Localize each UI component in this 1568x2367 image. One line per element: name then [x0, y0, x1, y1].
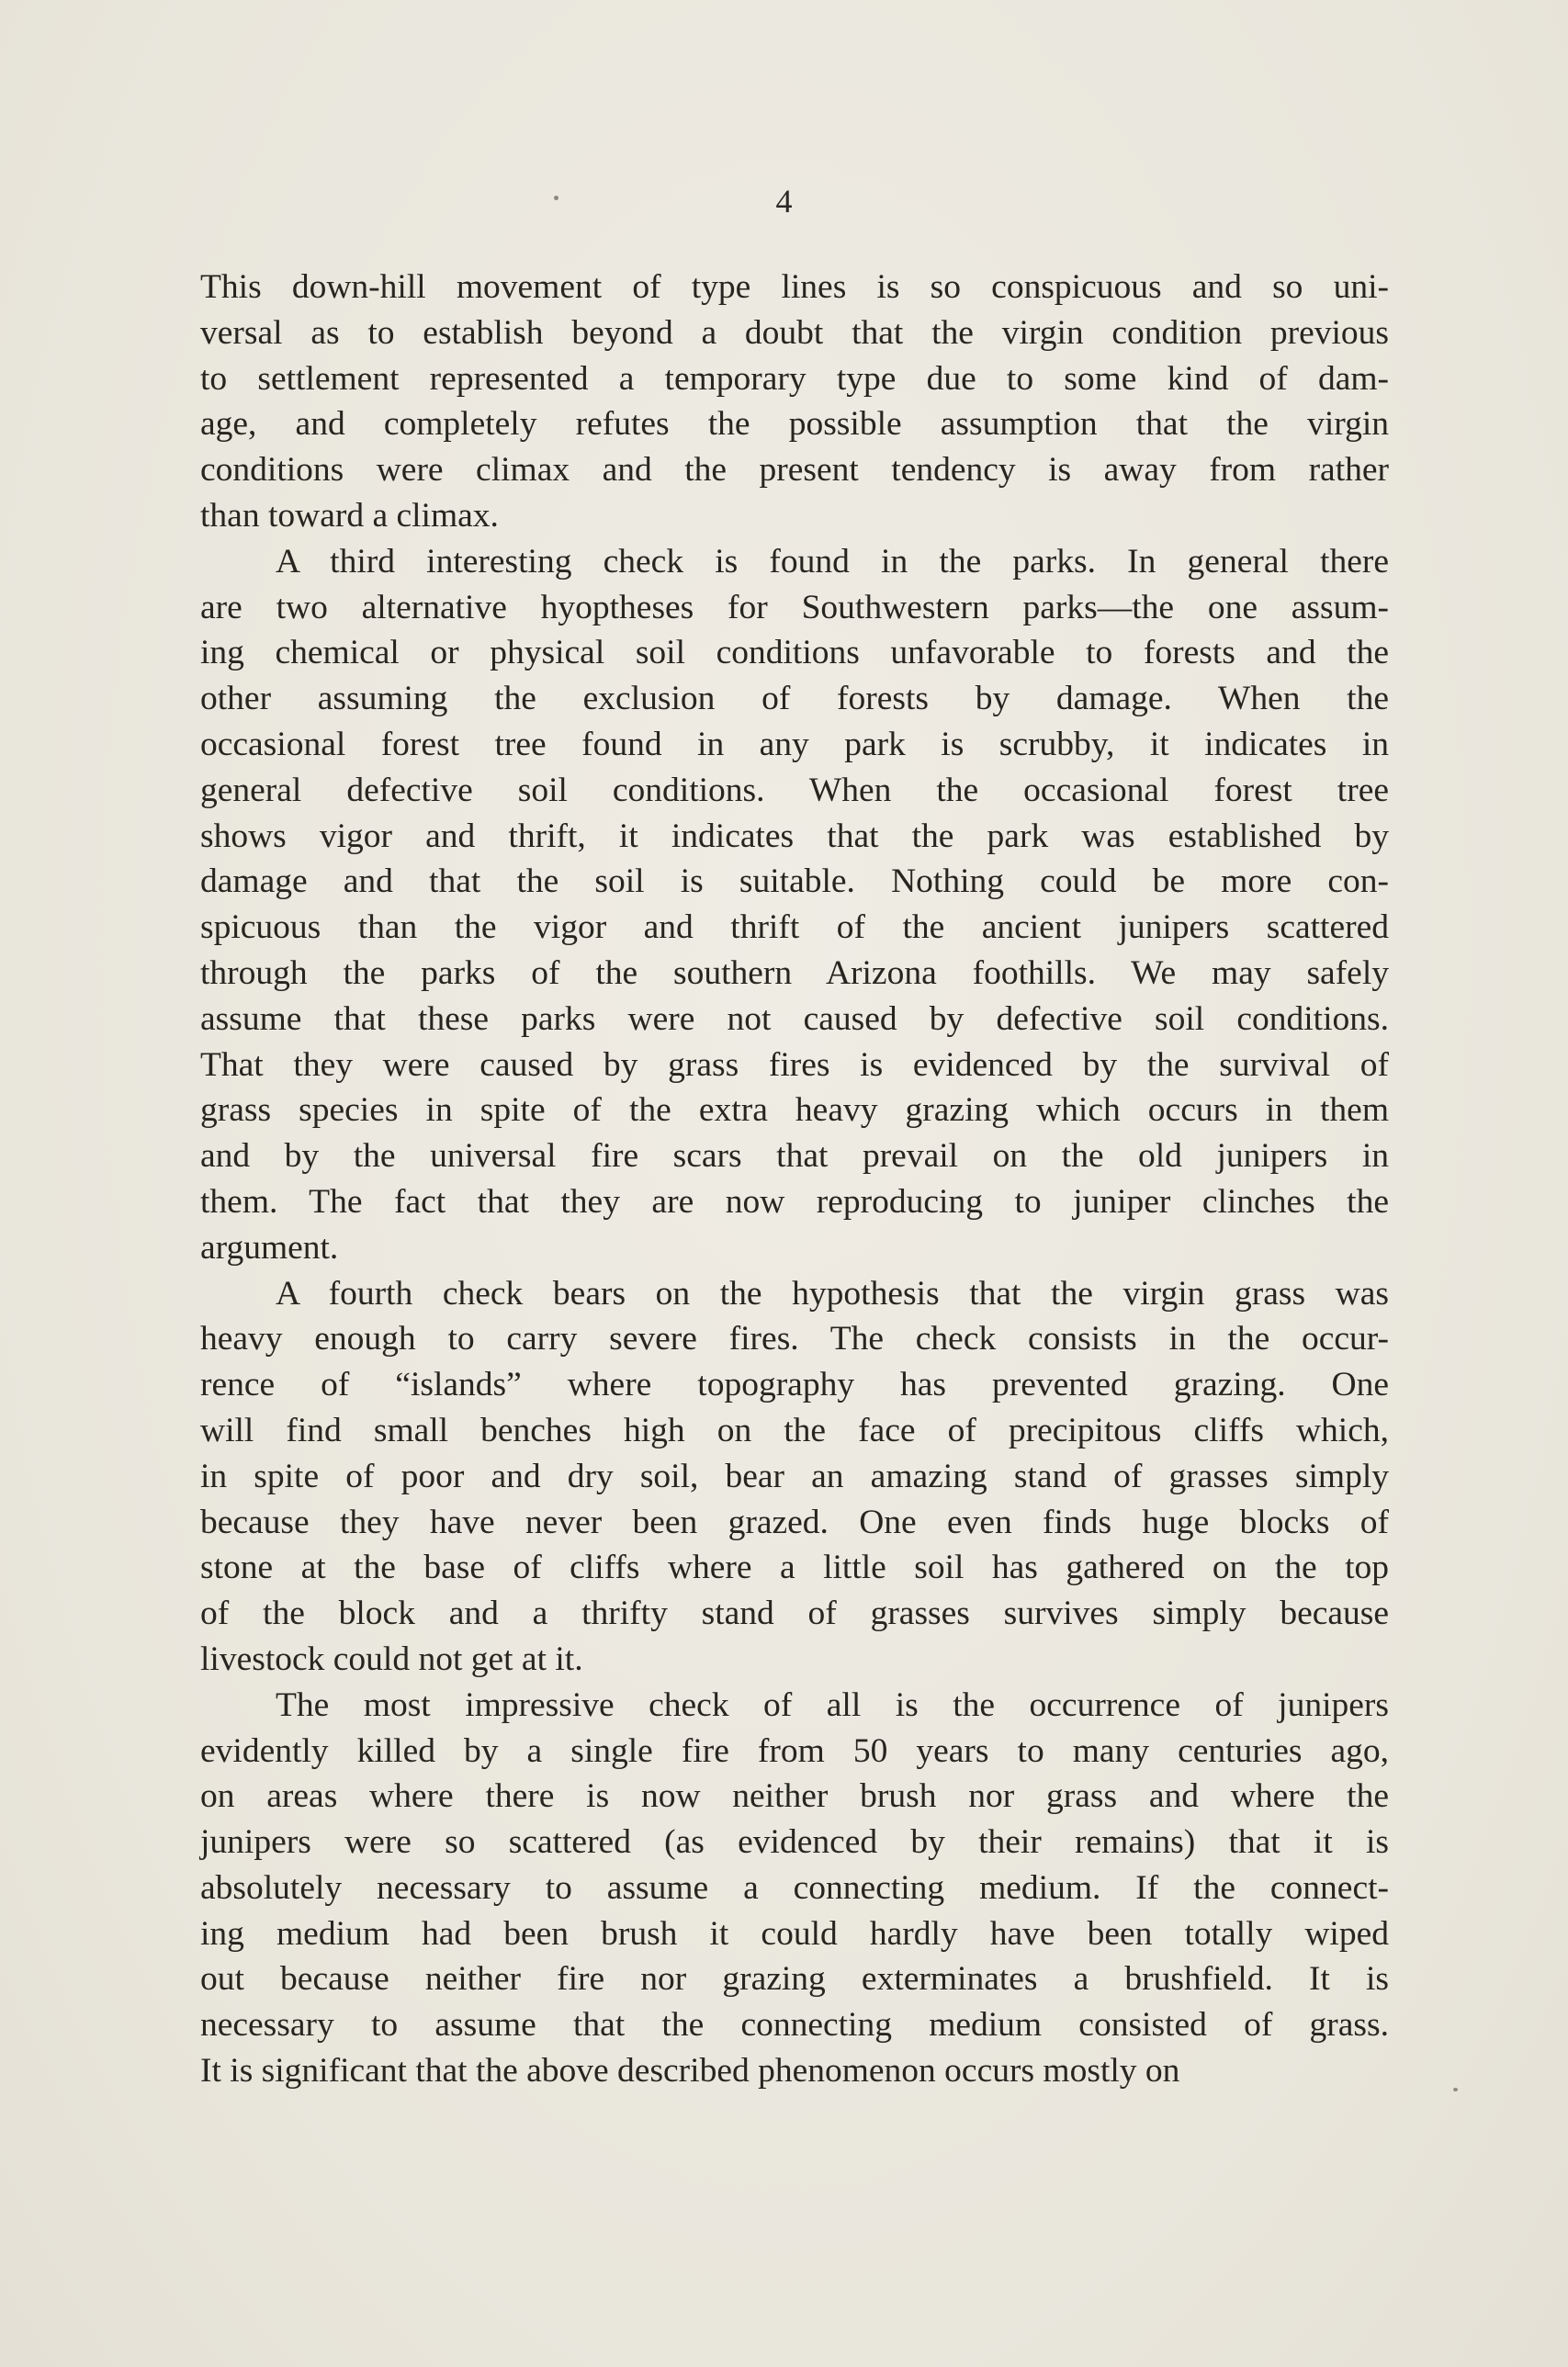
text-line: other assuming the exclusion of forests by damage. When the	[200, 680, 1389, 718]
text-line: because they have never been grazed. One even finds huge blocks of	[200, 1503, 1389, 1541]
text-line: versal as to establish beyond a doubt that the virgin condition previous	[200, 313, 1389, 352]
text-line: through the parks of the southern Arizona foothills. We may safely	[200, 953, 1389, 992]
text-line: evidently killed by a single fire from 50 years to many centuries ago,	[200, 1731, 1389, 1770]
text-line: general defective soil conditions. When the occasional forest tree	[200, 771, 1389, 809]
text-line: damage and that the soil is suitable. Nothing could be more con-	[200, 862, 1389, 901]
text-line: A fourth check bears on the hypothesis that the virgin grass was	[276, 1274, 1389, 1313]
page-number: 4	[775, 183, 793, 220]
text-line: grass species in spite of the extra heavy grazing which occurs in them	[200, 1091, 1389, 1130]
text-line: age, and completely refutes the possible assumption that the virgin	[200, 405, 1389, 444]
text-line: on areas where there is now neither brush nor grass and where the	[200, 1777, 1389, 1816]
text-line: heavy enough to carry severe fires. The check consists in the occur-	[200, 1320, 1389, 1358]
text-line: ing chemical or physical soil conditions unfavorable to forests and the	[200, 634, 1389, 672]
text-line: This down-hill movement of type lines is so conspicuous and so uni-	[200, 268, 1389, 306]
text-line: argument.	[200, 1228, 339, 1267]
text-line: A third interesting check is found in the parks. In general there	[276, 542, 1389, 580]
text-line: of the block and a thrifty stand of grasses survives simply because	[200, 1595, 1389, 1633]
text-line: That they were caused by grass fires is evidenced by the survival of	[200, 1045, 1389, 1084]
text-line: shows vigor and thrift, it indicates that the park was established by	[200, 817, 1389, 855]
body-text	[200, 265, 1389, 2094]
paragraph	[200, 265, 1389, 539]
text-line: The most impressive check of all is the occurrence of junipers	[276, 1685, 1389, 1724]
text-line: stone at the base of cliffs where a little soil has gathered on the top	[200, 1549, 1389, 1587]
text-line: ing medium had been brush it could hardly have been totally wiped	[200, 1914, 1389, 1953]
text-line: necessary to assume that the connecting medium consisted of grass.	[200, 2006, 1389, 2045]
text-line: out because neither fire nor grazing exterminates a brushfield. It is	[200, 1960, 1389, 1999]
text-line: occasional forest tree found in any park is scrubby, it indicates in	[200, 725, 1389, 763]
text-line: are two alternative hyoptheses for Southwestern parks—the one assum-	[200, 588, 1389, 626]
paragraph	[200, 539, 1389, 1271]
text-line: livestock could not get at it.	[200, 1640, 583, 1678]
paragraph	[200, 1271, 1389, 1683]
text-line: than toward a climax.	[200, 496, 499, 535]
text-line: rence of “islands” where topography has prevented grazing. One	[200, 1366, 1389, 1404]
text-line: to settlement represented a temporary type due to some kind of dam-	[200, 359, 1389, 398]
text-line: in spite of poor and dry soil, bear an amazing stand of grasses simply	[200, 1457, 1389, 1495]
text-line: assume that these parks were not caused by defective soil conditions.	[200, 999, 1389, 1038]
paragraph	[200, 1683, 1389, 2094]
text-line: spicuous than the vigor and thrift of the ancient junipers scattered	[200, 908, 1389, 947]
text-line: junipers were so scattered (as evidenced by their remains) that it is	[200, 1823, 1389, 1862]
text-line: and by the universal fire scars that prevail on the old junipers in	[200, 1137, 1389, 1176]
text-line: will find small benches high on the face of precipitous cliffs which,	[200, 1411, 1389, 1449]
text-line: absolutely necessary to assume a connecting medium. If the connect-	[200, 1868, 1389, 1907]
paper-speck	[1453, 2088, 1458, 2091]
text-line: them. The fact that they are now reproducing to juniper clinches the	[200, 1182, 1389, 1221]
text-line: conditions were climax and the present tendency is away from rather	[200, 451, 1389, 490]
text-line: It is significant that the above described phenomenon occurs mostly on	[200, 2052, 1180, 2091]
